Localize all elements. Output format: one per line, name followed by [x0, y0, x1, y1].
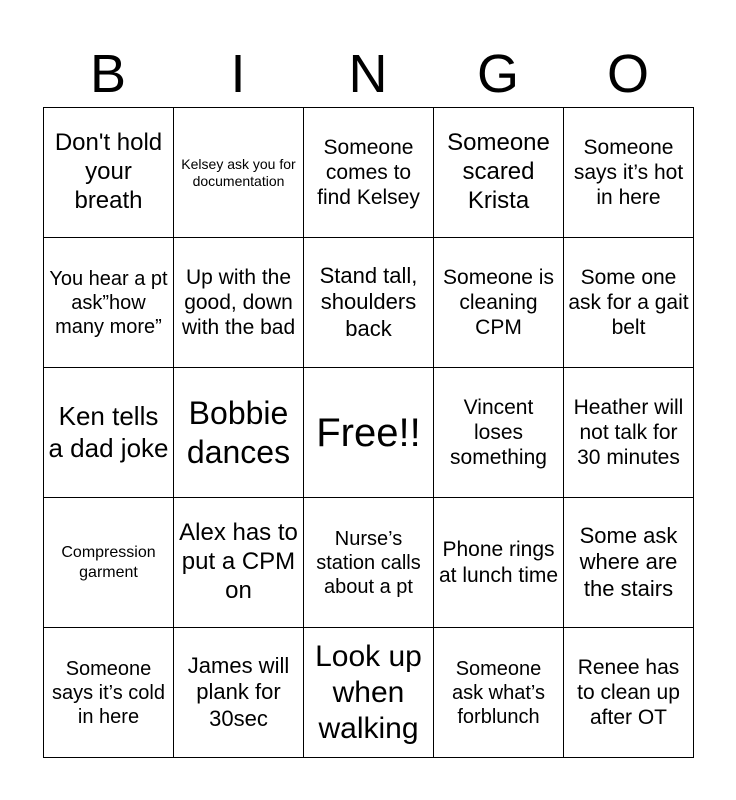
bingo-header: [43, 40, 693, 108]
bingo-cell[interactable]: Kelsey ask you for documentation: [174, 108, 304, 238]
bingo-board: [43, 107, 694, 758]
bingo-cell[interactable]: Someone scared Krista: [434, 108, 564, 238]
board-row: [44, 368, 694, 498]
bingo-cell[interactable]: Alex has to put a CPM on: [174, 498, 304, 628]
bingo-cell[interactable]: Some one ask for a gait belt: [564, 238, 694, 368]
header-letter-i: I: [230, 44, 246, 104]
bingo-cell[interactable]: Someone says it’s cold in here: [44, 628, 174, 758]
bingo-cell[interactable]: Ken tells a dad joke: [44, 368, 174, 498]
header-letter-b: B: [89, 44, 127, 104]
header-letter-n: N: [348, 44, 388, 104]
bingo-cell[interactable]: Phone rings at lunch time: [434, 498, 564, 628]
bingo-cell[interactable]: Nurse’s station calls about a pt: [304, 498, 434, 628]
bingo-cell[interactable]: Someone is cleaning CPM: [434, 238, 564, 368]
bingo-cell[interactable]: Bobbie dances: [174, 368, 304, 498]
board-row: [44, 498, 694, 628]
bingo-cell[interactable]: Someone says it’s hot in here: [564, 108, 694, 238]
bingo-cell[interactable]: Heather will not talk for 30 minutes: [564, 368, 694, 498]
bingo-cell[interactable]: Someone ask what’s forblunch: [434, 628, 564, 758]
bingo-cell[interactable]: You hear a pt ask”how many more”: [44, 238, 174, 368]
header-letter-o: O: [606, 44, 649, 104]
board-row: [44, 238, 694, 368]
bingo-cell[interactable]: Some ask where are the stairs: [564, 498, 694, 628]
bingo-cell[interactable]: Vincent loses something: [434, 368, 564, 498]
bingo-cell[interactable]: Compression garment: [44, 498, 174, 628]
bingo-cell[interactable]: Someone comes to find Kelsey: [304, 108, 434, 238]
board-row: [44, 628, 694, 758]
board-row: [44, 108, 694, 238]
bingo-cell[interactable]: Renee has to clean up after OT: [564, 628, 694, 758]
bingo-cell[interactable]: Up with the good, down with the bad: [174, 238, 304, 368]
bingo-cell[interactable]: Don't hold your breath: [44, 108, 174, 238]
header-letter-g: G: [476, 44, 519, 104]
bingo-cell[interactable]: Look up when walking: [304, 628, 434, 758]
free-space-cell[interactable]: Free!!: [304, 368, 434, 498]
bingo-cell[interactable]: James will plank for 30sec: [174, 628, 304, 758]
bingo-cell[interactable]: Stand tall, shoulders back: [304, 238, 434, 368]
